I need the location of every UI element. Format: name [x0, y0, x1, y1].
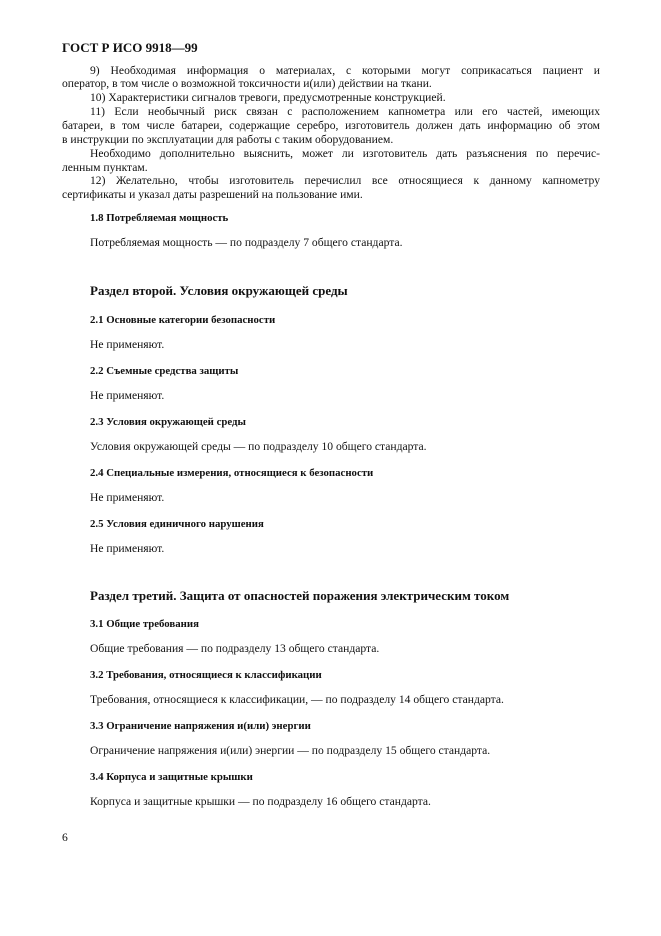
paragraph-line: в инструкции по эксплуатации для работы с таким оборудованием. — [62, 133, 394, 146]
subsection-text: Корпуса и защитные крышки — по подразделу 16 общего стандарта. — [90, 795, 431, 808]
document-header: ГОСТ Р ИСО 9918—99 — [62, 40, 198, 55]
subsection-title: 3.1 Общие требования — [90, 618, 199, 630]
paragraph-line: сертификаты и указал даты разрешений на пользование ими. — [62, 188, 363, 201]
subsection-title: 3.2 Требования, относящиеся к классификации — [90, 669, 322, 681]
subsection-text: Общие требования — по подразделу 13 общего стандарта. — [90, 642, 380, 655]
subsection-title: 2.1 Основные категории безопасности — [90, 314, 276, 326]
subsection-text: Требования, относящиеся к классификации, — по подразделу 14 общего стандарта. — [90, 693, 504, 706]
subsection-text: Не применяют. — [90, 542, 165, 555]
paragraph-line: Необходимо дополнительно выяснить, может ли изготовитель дать разъяснения по перечис- — [90, 147, 600, 160]
subsection-text: Потребляемая мощность — по подразделу 7 общего стандарта. — [90, 236, 403, 249]
paragraph-line: 11) Если необычный риск связан с расположением капнометра или его частей, имеющих — [90, 105, 600, 118]
subsection-text: Условия окружающей среды — по подразделу 10 общего стандарта. — [90, 440, 427, 453]
subsection-text: Не применяют. — [90, 338, 165, 351]
paragraph-line: 12) Желательно, чтобы изготовитель перечислил все относящиеся к данному капнометру — [90, 174, 600, 187]
subsection-title: 1.8 Потребляемая мощность — [90, 212, 229, 224]
paragraph-line: батареи, в том числе батареи, содержащие серебро, изготовитель должен дать информацию об этом — [62, 119, 600, 132]
subsection-text: Ограничение напряжения и(или) энергии — по подразделу 15 общего стандарта. — [90, 744, 491, 757]
paragraph-line: ленным пунктам. — [62, 161, 148, 174]
section-title: Раздел второй. Условия окружающей среды — [90, 283, 348, 298]
page-number: 6 — [62, 831, 68, 844]
subsection-title: 2.4 Специальные измерения, относящиеся к безопасности — [90, 467, 374, 479]
subsection-title: 2.2 Съемные средства защиты — [90, 365, 239, 377]
subsection-text: Не применяют. — [90, 491, 165, 504]
subsection-text: Не применяют. — [90, 389, 165, 402]
paragraph-line: оператор, в том числе о возможной токсичности и(или) действии на ткани. — [62, 77, 432, 90]
section-title: Раздел третий. Защита от опасностей поражения электрическим током — [90, 588, 510, 603]
paragraph-line: 9) Необходимая информация о материалах, с которыми могут соприкасаться пациент и — [90, 64, 600, 77]
subsection-title: 3.3 Ограничение напряжения и(или) энергии — [90, 720, 311, 732]
subsection-title: 2.5 Условия единичного нарушения — [90, 518, 264, 530]
subsection-title: 3.4 Корпуса и защитные крышки — [90, 771, 253, 783]
subsection-title: 2.3 Условия окружающей среды — [90, 416, 246, 428]
paragraph-line: 10) Характеристики сигналов тревоги, предусмотренные конструкцией. — [90, 91, 446, 104]
